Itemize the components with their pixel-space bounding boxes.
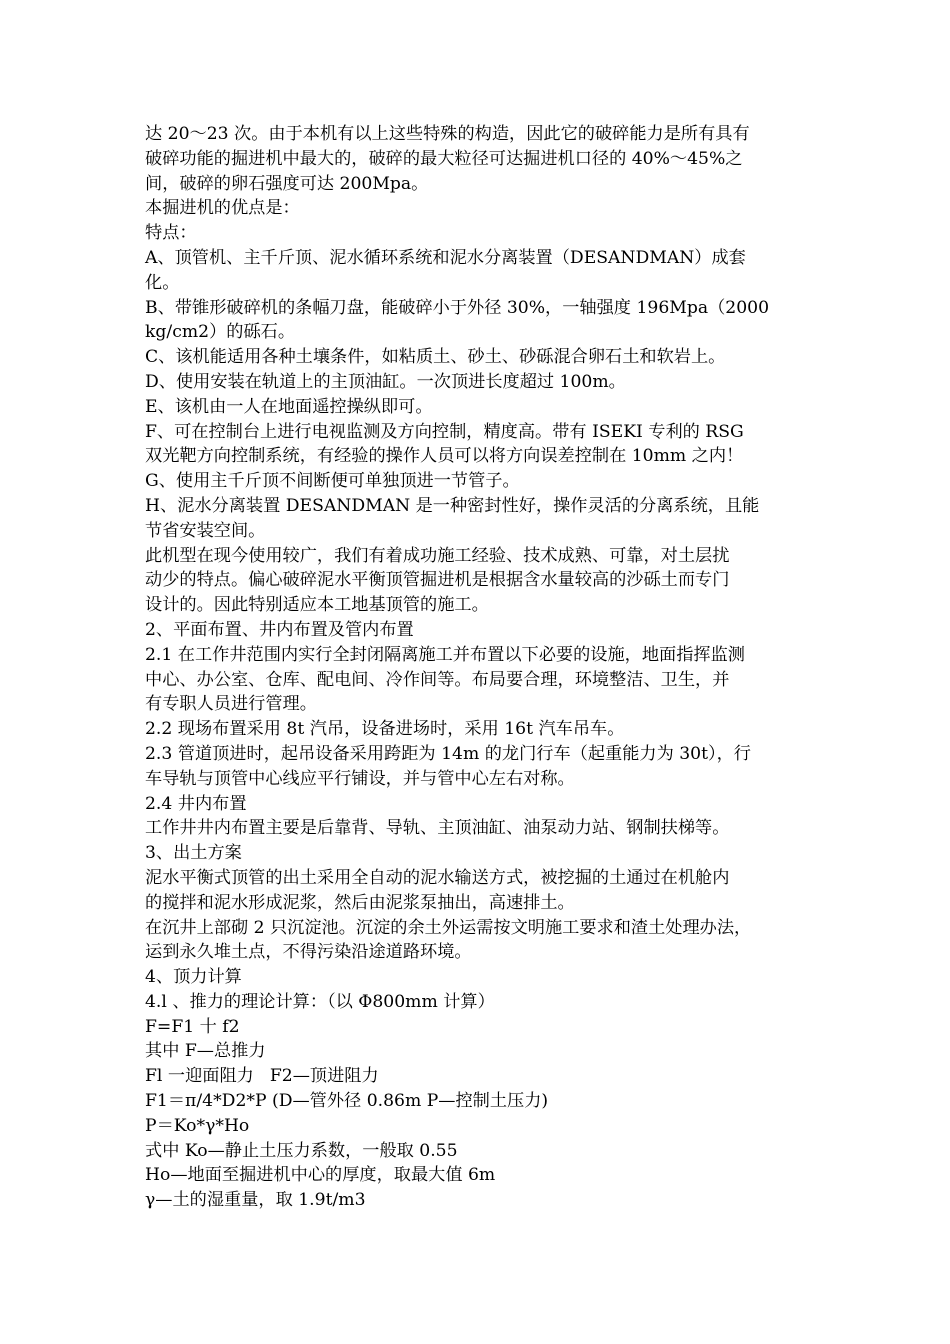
text-line-18: 此机型在现今使用较广，我们有着成功施工经验、技术成熟、可靠，对土层扰	[145, 545, 730, 566]
text-line-14: 双光靶方向控制系统，有经验的操作人员可以将方向误差控制在 10mm 之内！	[145, 446, 744, 467]
text-line-17: 节省安装空间。	[145, 520, 266, 541]
text-line-42: 式中 Ko—静止土压力系数，一般取 0.55	[145, 1140, 458, 1161]
text-line-28: 2.4 井内布置	[145, 793, 247, 814]
text-line-20: 设计的。因此特别适应本工地基顶管的施工。	[145, 595, 489, 616]
text-line-5: 特点：	[145, 223, 197, 244]
text-line-34: 运到永久堆土点，不得污染沿途道路环境。	[145, 942, 472, 963]
text-line-35: 4、顶力计算	[145, 967, 242, 988]
text-line-6: A、顶管机、主千斤顶、泥水循环系统和泥水分离装置（DESANDMAN）成套	[145, 247, 746, 268]
text-line-2: 破碎功能的掘进机中最大的，破碎的最大粒径可达掘进机口径的 40%～45%之	[145, 148, 743, 169]
text-line-22: 2.1 在工作井范围内实行全封闭隔离施工并布置以下必要的设施，地面指挥监测	[145, 644, 745, 665]
resist-line-part2: F2—顶进阻力	[269, 1066, 379, 1087]
text-line-37: F=F1 十 f2	[145, 1016, 240, 1037]
text-line-24: 有专职人员进行管理。	[145, 694, 317, 715]
text-line-9: kg/cm2）的砾石。	[145, 322, 296, 343]
text-line-13: F、可在控制台上进行电视监测及方向控制，精度高。带有 ISEKI 专利的 RSG	[145, 421, 744, 442]
text-line-38: 其中 F—总推力	[145, 1041, 266, 1062]
text-line-23: 中心、办公室、仓库、配电间、冷作间等。布局要合理，环境整洁、卫生，并	[145, 669, 730, 690]
document-body	[145, 122, 825, 1213]
text-line-31: 泥水平衡式顶管的出土采用全自动的泥水输送方式，被挖掘的土通过在机舱内	[145, 867, 730, 888]
text-line-40: F1＝π/4*D2*P (D—管外径 0.86m P—控制土压力)	[145, 1091, 549, 1112]
text-line-4: 本掘进机的优点是：	[145, 198, 300, 219]
text-line-32: 的搅拌和泥水形成泥浆，然后由泥浆泵抽出，高速排土。	[145, 892, 575, 913]
text-line-27: 车导轨与顶管中心线应平行铺设，并与管中心左右对称。	[145, 768, 575, 789]
text-line-10: C、该机能适用各种土壤条件，如粘质土、砂土、砂砾混合卵石土和软岩上。	[145, 347, 726, 368]
text-line-8: B、带锥形破碎机的条幅刀盘，能破碎小于外径 30%，一轴强度 196Mpa（2000	[145, 297, 770, 318]
text-line-33: 在沉井上部砌 2 只沉淀池。沉淀的余土外运需按文明施工要求和渣土处理办法，	[145, 917, 752, 938]
text-line-43: Ho—地面至掘进机中心的厚度，取最大值 6m	[145, 1165, 496, 1186]
text-line-12: E、该机由一人在地面遥控操纵即可。	[145, 396, 433, 417]
text-line-41: P＝Ko*γ*Ho	[145, 1115, 250, 1136]
text-line-15: G、使用主千斤顶不间断便可单独顶进一节管子。	[145, 471, 520, 492]
text-line-11: D、使用安装在轨道上的主顶油缸。一次顶进长度超过 100m。	[145, 371, 626, 392]
text-line-30: 3、出土方案	[145, 843, 242, 864]
text-line-39	[145, 1064, 825, 1089]
text-line-29: 工作井井内布置主要是后靠背、导轨、主顶油缸、油泵动力站、钢制扶梯等。	[145, 818, 730, 839]
text-line-21: 2、平面布置、井内布置及管内布置	[145, 619, 414, 640]
text-line-19: 动少的特点。偏心破碎泥水平衡顶管掘进机是根据含水量较高的沙砾土而专门	[145, 570, 730, 591]
text-line-25: 2.2 现场布置采用 8t 汽吊，设备进场时，采用 16t 汽车吊车。	[145, 719, 625, 740]
text-line-36: 4.l 、推力的理论计算：（以 Φ800mm 计算）	[145, 991, 495, 1012]
text-line-26: 2.3 管道顶进时，起吊设备采用跨距为 14m 的龙门行车（起重能力为 30t），行	[145, 743, 751, 764]
text-line-44: γ—土的湿重量，取 1.9t/m3	[145, 1190, 366, 1211]
text-line-1: 达 20～23 次。由于本机有以上这些特殊的构造，因此它的破碎能力是所有具有	[145, 124, 750, 144]
resist-line-part1: Fl 一迎面阻力	[145, 1066, 254, 1087]
text-line-3: 间，破碎的卵石强度可达 200Mpa。	[145, 173, 429, 194]
text-line-7: 化。	[145, 272, 180, 293]
text-line-16: H、泥水分离装置 DESANDMAN 是一种密封性好，操作灵活的分离系统，且能	[145, 495, 760, 516]
